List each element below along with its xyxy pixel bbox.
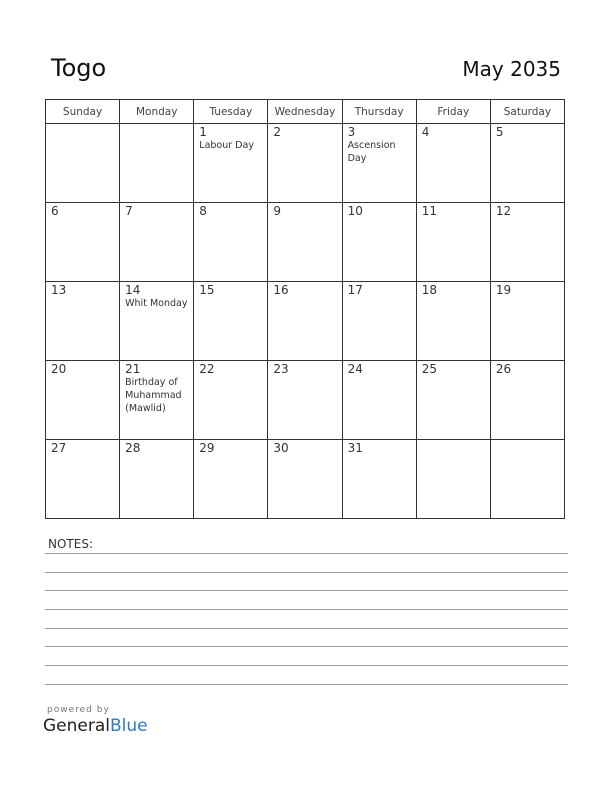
weekday-saturday: Saturday [490,100,564,124]
day-cell [120,124,194,203]
day-cell [194,361,268,440]
weekday-wednesday: Wednesday [268,100,342,124]
powered-by-text: powered by [47,705,110,715]
day-cell [490,203,564,282]
notes-line [45,646,568,647]
notes-line [45,665,568,666]
day-cell [490,124,564,203]
day-number: 1 [199,125,207,139]
day-number: 18 [421,283,437,297]
day-cell [342,440,416,519]
week-row [46,282,565,361]
holiday-label: Whit Monday [125,298,188,309]
day-number: 26 [495,362,512,376]
day-cell [416,124,490,203]
holiday-label: Labour Day [199,140,254,151]
notes-line [45,628,568,629]
day-number: 25 [421,362,437,376]
day-number: 13 [51,283,67,297]
weekday-sunday: Sunday [46,100,120,124]
country-title: Togo [51,54,107,82]
day-number: 5 [495,125,504,139]
day-cell [490,440,564,519]
day-cell [120,361,194,440]
day-number: 21 [125,362,141,376]
day-cell [46,361,120,440]
day-cell [268,282,342,361]
day-cell [194,440,268,519]
notes-line [45,684,568,685]
day-number: 24 [347,362,363,376]
month-title: May 2035 [462,57,561,81]
day-number: 4 [421,125,430,139]
notes-label: NOTES: [48,537,93,551]
brand-logo [43,716,148,736]
day-cell [342,203,416,282]
day-cell [268,124,342,203]
notes-line [45,590,568,591]
day-number: 2 [273,125,282,139]
day-cell [194,282,268,361]
day-cell [120,203,194,282]
brand-blue: Blue [110,716,148,736]
day-cell [342,282,416,361]
day-number: 7 [125,204,133,218]
day-cell [490,361,564,440]
day-number: 15 [199,283,215,297]
holiday-label: Birthday of Muhammad (Mawlid) [125,377,182,414]
day-number: 11 [421,204,437,218]
day-cell [416,282,490,361]
weekday-thursday: Thursday [342,100,416,124]
day-number: 23 [273,362,289,376]
day-cell [268,440,342,519]
notes-line [45,553,568,554]
day-number: 14 [125,283,141,297]
day-number: 19 [495,283,512,297]
week-row [46,440,565,519]
day-cell [46,282,120,361]
week-row [46,124,565,203]
calendar-grid [45,99,565,519]
day-number: 28 [125,441,141,455]
week-row [46,361,565,440]
brand-general: General [43,716,110,736]
day-number: 17 [347,283,363,297]
day-number: 12 [495,204,512,218]
day-cell [120,440,194,519]
day-number: 8 [199,204,207,218]
day-number: 16 [273,283,289,297]
day-number: 31 [347,441,363,455]
day-cell [46,203,120,282]
day-cell [194,203,268,282]
day-number: 6 [51,204,59,218]
day-number: 9 [273,204,282,218]
day-cell [342,124,416,203]
notes-line [45,572,568,573]
day-cell [46,124,120,203]
weekday-header-row [46,100,565,124]
day-number: 29 [199,441,215,455]
day-cell [120,282,194,361]
day-cell [490,282,564,361]
holiday-label: Ascension Day [347,140,396,164]
day-cell [268,361,342,440]
day-number: 3 [347,125,356,139]
day-cell [342,361,416,440]
day-number: 10 [347,204,363,218]
weekday-monday: Monday [120,100,194,124]
day-cell [194,124,268,203]
weekday-friday: Friday [416,100,490,124]
day-number: 20 [51,362,67,376]
day-cell [416,440,490,519]
day-number: 27 [51,441,67,455]
day-cell [416,361,490,440]
weekday-tuesday: Tuesday [194,100,268,124]
notes-line [45,609,568,610]
week-row [46,203,565,282]
day-number: 30 [273,441,289,455]
day-cell [416,203,490,282]
day-cell [46,440,120,519]
day-cell [268,203,342,282]
day-number: 22 [199,362,215,376]
